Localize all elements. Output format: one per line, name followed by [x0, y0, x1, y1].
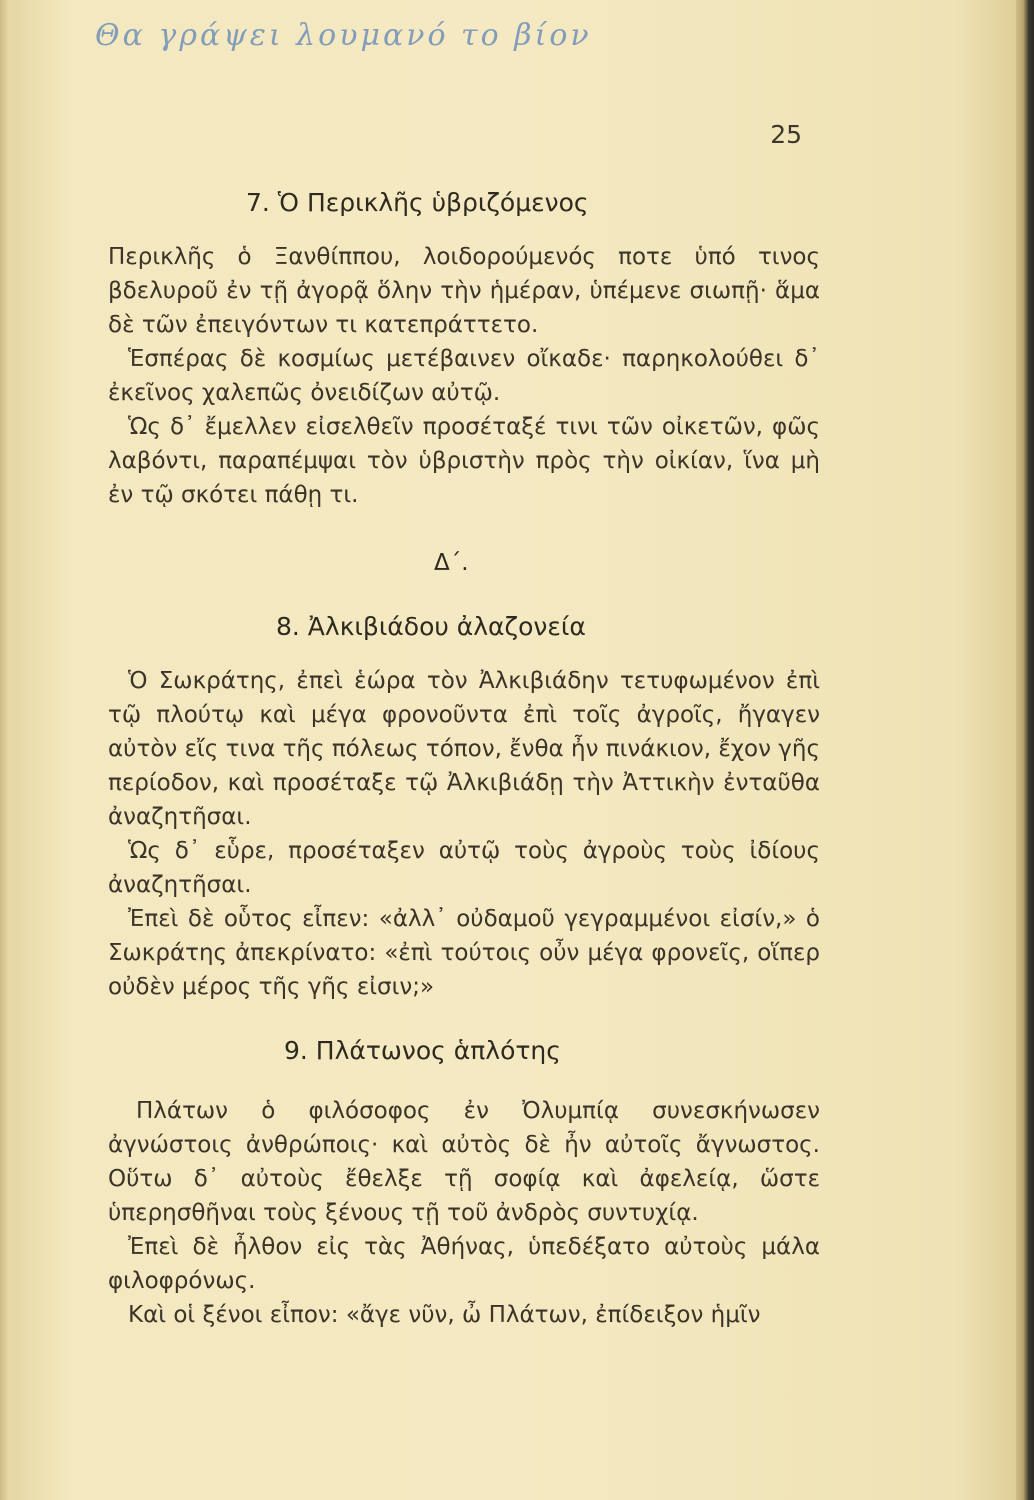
paragraph: Ἐπεὶ δὲ οὗτος εἶπεν: «ἀλλ᾽ οὐδαμοῦ γεγραμμένοι εἰσίν,» ὁ Σωκράτης ἀπεκρίνατο: «ἐπὶ τούτοις οὖν μέγα φρονεῖς, οἵπερ οὐδὲν μέρος τῆς γῆς εἰσιν;» [108, 906, 820, 1000]
paragraph: Ὡς δ᾽ εὗρε, προσέταξεν αὐτῷ τοὺς ἀγροὺς τοὺς ἰδίους ἀναζητῆσαι. [108, 838, 820, 898]
paragraph: Πλάτων ὁ φιλόσοφος ἐν Ὀλυμπίᾳ συνεσκήνωσεν ἀγνώστοις ἀνθρώποις· καὶ αὐτὸς δὲ ἦν αὐτοῖς ἄγνωστος. Οὕτω δ᾽ αὐτοὺς ἔθελξε τῇ σοφίᾳ καὶ ἀφελείᾳ, ὥστε ὑπερησθῆναι τοὺς ξένους τῇ τοῦ ἀνδρὸς συντυχίᾳ. [108, 1098, 820, 1226]
paragraph: Ἐπεὶ δὲ ἦλθον εἰς τὰς Ἀθήνας, ὑπεδέξατο αὐτοὺς μάλα φιλοφρόνως. [108, 1234, 820, 1294]
section-8-body [108, 664, 820, 1004]
paragraph: Περικλῆς ὁ Ξανθίππου, λοιδορούμενός ποτε ὑπό τινος βδελυροῦ ἐν τῇ ἀγορᾷ ὅλην τὴν ἡμέραν, ὑπέμενε σιωπῇ· ἅμα δὲ τῶν ἐπειγόντων τι κατεπράττετο. [108, 244, 820, 338]
paragraph: Ὁ Σωκράτης, ἐπεὶ ἑώρα τὸν Ἀλκιβιάδην τετυφωμένον ἐπὶ τῷ πλούτῳ καὶ μέγα φρονοῦντα ἐπὶ τοῖς ἀγροῖς, ἤγαγεν αὐτὸν εἴς τινα τῆς πόλεως τόπον, ἔνθα ἦν πινάκιον, ἔχον γῆς περίοδον, καὶ προσέταξε τῷ Ἀλκιβιάδῃ τὴν Ἀττικὴν ἐνταῦθα ἀναζητῆσαι. [108, 668, 820, 830]
paragraph: Ἑσπέρας δὲ κοσμίως μετέβαινεν οἴκαδε· παρηκολούθει δ᾽ ἐκεῖνος χαλεπῶς ὀνειδίζων αὐτῷ. [108, 346, 820, 406]
section-8-heading: 8. Ἀλκιβιάδου ἀλαζονεία [276, 612, 586, 641]
page-left-edge [0, 0, 10, 1500]
handwritten-note: Θα γράψει λουμανό το βίον [95, 18, 592, 53]
paragraph: Ὡς δ᾽ ἔμελλεν εἰσελθεῖν προσέταξέ τινι τῶν οἰκετῶν, φῶς λαβόντι, παραπέμψαι τὸν ὑβριστὴν πρὸς τὴν οἰκίαν, ἵνα μὴ ἐν τῷ σκότει πάθῃ τι. [108, 414, 820, 508]
page-number: 25 [770, 120, 802, 149]
section-marker: Δ΄. [434, 550, 469, 576]
paragraph: Καὶ οἱ ξένοι εἶπον: «ἄγε νῦν, ὦ Πλάτων, ἐπίδειξον ἡμῖν [128, 1302, 761, 1328]
page-right-edge [1016, 0, 1034, 1500]
section-9-body [108, 1094, 820, 1332]
section-7-heading: 7. Ὁ Περικλῆς ὑβριζόμενος [246, 188, 589, 217]
section-9-heading: 9. Πλάτωνος ἁπλότης [284, 1036, 561, 1065]
section-7-body [108, 240, 820, 512]
